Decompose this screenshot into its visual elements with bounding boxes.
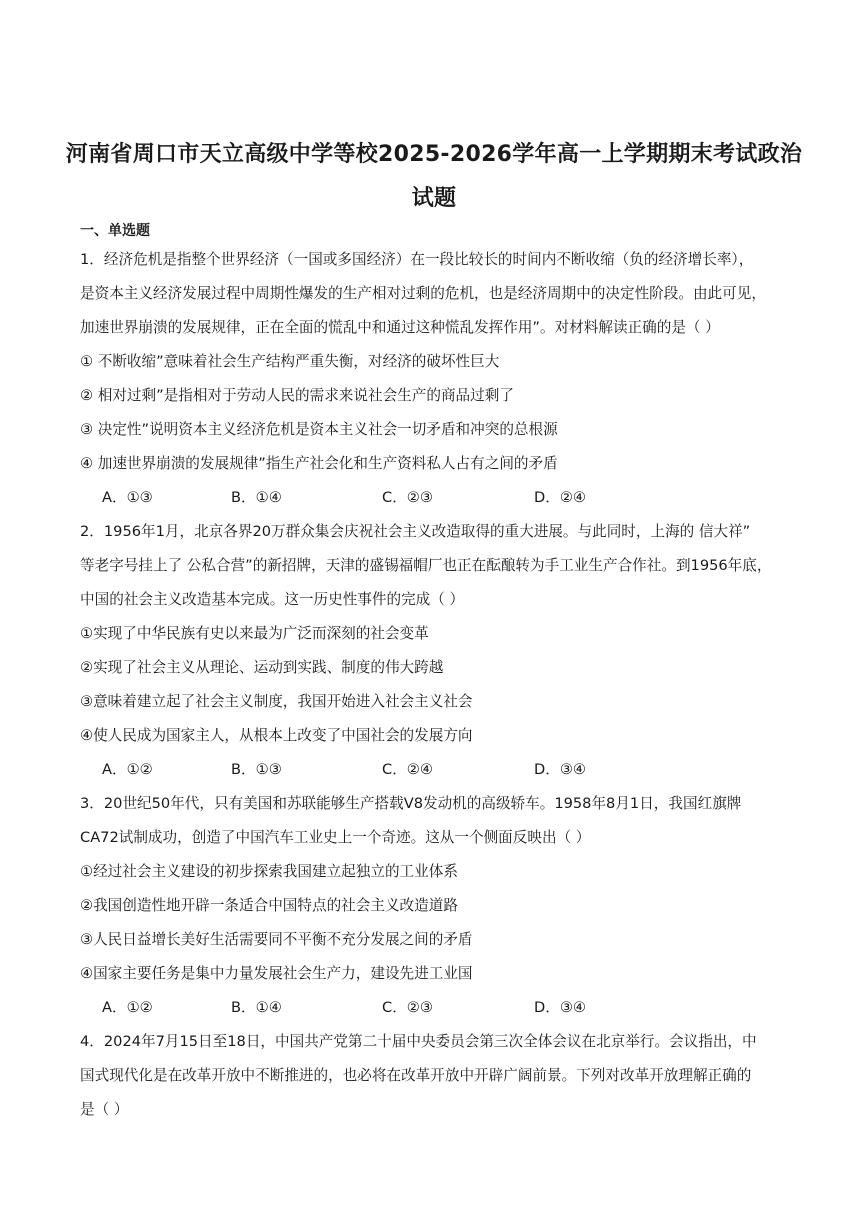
question-2-option-b[interactable]: B．①③: [231, 761, 282, 778]
question-2-statement-1: ①实现了中华民族有史以来最为广泛而深刻的社会变革: [80, 625, 429, 642]
question-2-line-2: 等老字号挂上了 公私合营”的新招牌，天津的盛锡福帽厂也正在酝酿转为手工业生产合作社。到1956年底，: [80, 557, 772, 574]
question-4-line-1: 4．2024年7月15日至18日，中国共产党第二十届中央委员会第三次全体会议在北京举行。会议指出，中: [80, 1033, 757, 1050]
question-2-option-d[interactable]: D．③④: [534, 761, 586, 778]
question-1-statement-2: ② 相对过剩”是指相对于劳动人民的需求来说社会生产的商品过剩了: [80, 387, 514, 404]
question-1-line-2: 是资本主义经济发展过程中周期性爆发的生产相对过剩的危机，也是经济周期中的决定性阶段。由此可见，: [80, 285, 766, 302]
question-3-option-b[interactable]: B．①④: [231, 999, 282, 1016]
question-1-option-b[interactable]: B．①④: [231, 489, 282, 506]
question-1-statement-3: ③ 决定性”说明资本主义经济危机是资本主义社会一切矛盾和冲突的总根源: [80, 421, 558, 438]
question-2-line-1: 2．1956年1月，北京各界20万群众集会庆祝社会主义改造取得的重大进展。与此同时，上海的 信大祥”: [80, 523, 751, 540]
question-2-statement-4: ④使人民成为国家主人，从根本上改变了中国社会的发展方向: [80, 727, 473, 744]
question-3-line-1: 3．20世纪50年代，只有美国和苏联能够生产搭载V8发动机的高级轿车。1958年8月1日，我国红旗牌: [80, 795, 742, 812]
page-title-continued: 试题: [411, 186, 457, 211]
question-2-option-c[interactable]: C．②④: [382, 761, 433, 778]
question-1-option-a[interactable]: A．①③: [102, 489, 153, 506]
question-1-options: [102, 488, 662, 508]
question-3-option-d[interactable]: D．③④: [534, 999, 586, 1016]
question-1-statement-1: ① 不断收缩”意味着社会生产结构严重失衡，对经济的破坏性巨大: [80, 353, 500, 370]
question-3-options: [102, 998, 662, 1018]
section-heading: 一、单选题: [80, 223, 150, 239]
question-2-option-a[interactable]: A．①②: [102, 761, 153, 778]
question-1-line-3: 加速世界崩溃的发展规律，正在全面的慌乱中和通过这种慌乱发挥作用”。对材料解读正确的是（ ）: [80, 319, 720, 336]
question-1-line-1: 1．经济危机是指整个世界经济（一国或多国经济）在一段比较长的时间内不断收缩（负的经济增长率），: [80, 251, 754, 268]
question-1-option-c[interactable]: C．②③: [382, 489, 433, 506]
question-3-option-c[interactable]: C．②③: [382, 999, 433, 1016]
question-2-options: [102, 760, 662, 780]
question-2-statement-2: ②实现了社会主义从理论、运动到实践、制度的伟大跨越: [80, 659, 444, 676]
question-2-statement-3: ③意味着建立起了社会主义制度，我国开始进入社会主义社会: [80, 693, 473, 710]
question-3-statement-1: ①经过社会主义建设的初步探索我国建立起独立的工业体系: [80, 863, 458, 880]
question-3-statement-4: ④国家主要任务是集中力量发展社会生产力，建设先进工业国: [80, 965, 473, 982]
question-1-statement-4: ④ 加速世界崩溃的发展规律”指生产社会化和生产资料私人占有之间的矛盾: [80, 455, 558, 472]
question-3-option-a[interactable]: A．①②: [102, 999, 153, 1016]
question-4-line-3: 是（ ）: [80, 1101, 129, 1118]
question-3-statement-2: ②我国创造性地开辟一条适合中国特点的社会主义改造道路: [80, 897, 458, 914]
question-1-option-d[interactable]: D．②④: [534, 489, 586, 506]
question-3-statement-3: ③人民日益增长美好生活需要同不平衡不充分发展之间的矛盾: [80, 931, 473, 948]
page-title: 河南省周口市天立高级中学等校2025-2026学年高一上学期期末考试政治: [65, 142, 803, 167]
question-4-line-2: 国式现代化是在改革开放中不断推进的，也必将在改革开放中开辟广阔前景。下列对改革开放理解正确的: [80, 1067, 752, 1084]
question-3-line-2: CA72试制成功，创造了中国汽车工业史上一个奇迹。这从一个侧面反映出（ ）: [80, 829, 591, 846]
question-2-line-3: 中国的社会主义改造基本完成。这一历史性事件的完成（ ）: [80, 591, 465, 608]
